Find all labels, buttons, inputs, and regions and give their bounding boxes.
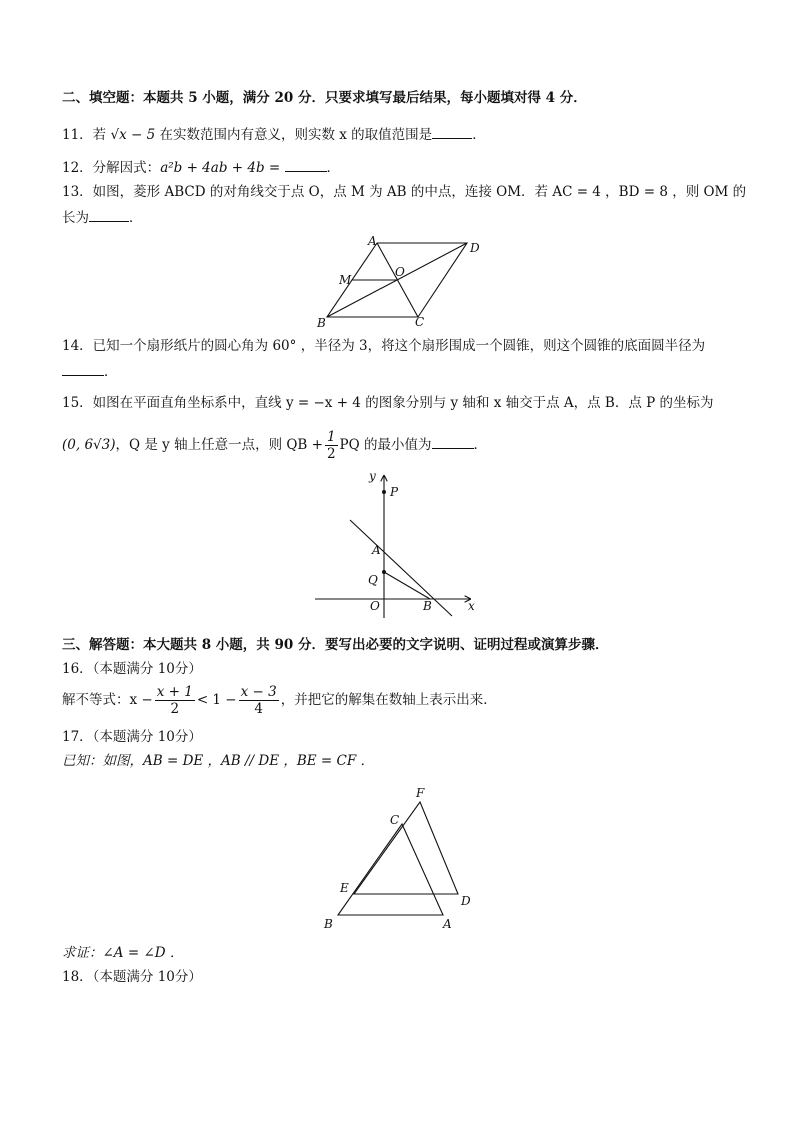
label-f: F: [416, 786, 425, 800]
triangle-def: [354, 802, 458, 894]
q16-f1-den: 2: [170, 701, 180, 717]
q12-expression: a²b + 4ab + 4b =: [160, 160, 281, 176]
coordinate-plane-figure: [310, 468, 480, 618]
q11-answer-blank[interactable]: [432, 124, 472, 139]
q15-answer-blank[interactable]: [432, 434, 474, 449]
point-q: [382, 570, 386, 574]
label-p: P: [390, 485, 399, 499]
q15-p-coordinate: (0, 6√3): [62, 437, 116, 453]
question-16-body: [62, 682, 497, 718]
label-b: B: [324, 917, 333, 931]
label-d: D: [461, 894, 471, 908]
question-17-title: 17．（本题满分 10分）: [62, 729, 202, 745]
q16-fraction-2: [239, 684, 279, 717]
q13-line2-text: 长为: [62, 210, 89, 226]
label-c: C: [415, 315, 425, 329]
line-ab: [350, 520, 452, 616]
label-d: D: [470, 241, 480, 255]
label-x-axis: x: [468, 599, 475, 613]
label-q: Q: [368, 573, 378, 587]
label-y-axis: y: [369, 469, 376, 483]
question-17-prove: 求证：∠A = ∠D ．: [62, 945, 184, 961]
question-11: 11．若 √x − 5 在实数范围内有意义，则实数 x 的取值范围是 ．: [62, 124, 486, 145]
q15-mid-text: ，Q 是 y 轴上任意一点，则 QB +: [115, 437, 323, 453]
label-b: B: [423, 599, 432, 613]
q16-post: ，并把它的解集在数轴上表示出来．: [280, 692, 497, 708]
point-p: [382, 490, 386, 494]
q12-prefix: 12．分解因式：: [62, 160, 161, 176]
q12-answer-blank[interactable]: [285, 157, 327, 172]
q13-answer-blank[interactable]: [89, 207, 129, 222]
question-15-line-1: 15．如图在平面直角坐标系中，直线 y = −x + 4 的图象分别与 y 轴和 x 轴交于点 A，点 B．点 P 的坐标为: [62, 395, 714, 411]
q15-frac-num: 1: [326, 429, 336, 445]
segment-qb: [384, 572, 430, 599]
question-16-title: 16．（本题满分 10分）: [62, 661, 202, 677]
q16-fraction-1: [155, 684, 195, 717]
label-o: O: [395, 265, 405, 279]
section-2-heading: 二、填空题：本题共 5 小题，满分 20 分．只要求填写最后结果，每小题填对得 4 分．: [62, 90, 587, 106]
q16-mid: < 1 −: [196, 692, 237, 708]
triangles-figure: [316, 782, 486, 932]
q16-pre: 解不等式：x −: [62, 692, 153, 708]
section-3-heading: 三、解答题：本大题共 8 小题，共 90 分．要写出必要的文字说明、证明过程或演算步骤．: [62, 637, 609, 653]
q15-tail-text: PQ 的最小值为: [339, 437, 432, 453]
question-18-title: 18．（本题满分 10分）: [62, 969, 202, 985]
label-e: E: [340, 881, 349, 895]
question-15-line-2: (0, 6√3)，Q 是 y 轴上任意一点，则 QB + $\frac{1}{2}$ PQ 的最小值为 ．: [62, 429, 487, 462]
question-14-line-2: ．: [62, 361, 118, 382]
triangle-abc: [338, 824, 443, 915]
label-c: C: [390, 813, 400, 827]
q15-frac-den: 2: [326, 446, 336, 462]
q16-f1-num: x + 1: [156, 684, 193, 700]
label-m: M: [339, 273, 352, 287]
label-a: A: [372, 543, 381, 557]
q11-expression: √x − 5: [110, 127, 156, 143]
q16-f2-den: 4: [254, 701, 263, 717]
question-13-line-2: 长为 ．: [62, 207, 143, 228]
q11-prefix: 11．若: [62, 127, 111, 143]
label-a: A: [443, 917, 452, 931]
label-a: A: [368, 234, 377, 248]
rhombus-figure: [310, 232, 490, 332]
q15-fraction: [325, 429, 338, 462]
question-14-line-1: 14．已知一个扇形纸片的圆心角为 60° ，半径为 3，将这个扇形围成一个圆锥，则这个圆锥的底面圆半径为: [62, 338, 706, 354]
q11-text: 在实数范围内有意义，则实数 x 的取值范围是: [155, 127, 433, 143]
q14-answer-blank[interactable]: [62, 361, 104, 376]
question-13-line-1: 13．如图，菱形 ABCD 的对角线交于点 O，点 M 为 AB 的中点，连接 OM．若 AC = 4 ，BD = 8 ，则 OM 的: [62, 184, 747, 200]
q16-f2-num: x − 3: [240, 684, 277, 700]
question-17-given: 已知：如图，AB = DE ，AB // DE ，BE = CF ．: [62, 753, 375, 769]
label-o: O: [370, 599, 380, 613]
question-12: 12．分解因式：a²b + 4ab + 4b = ．: [62, 157, 340, 178]
label-b: B: [317, 316, 326, 330]
